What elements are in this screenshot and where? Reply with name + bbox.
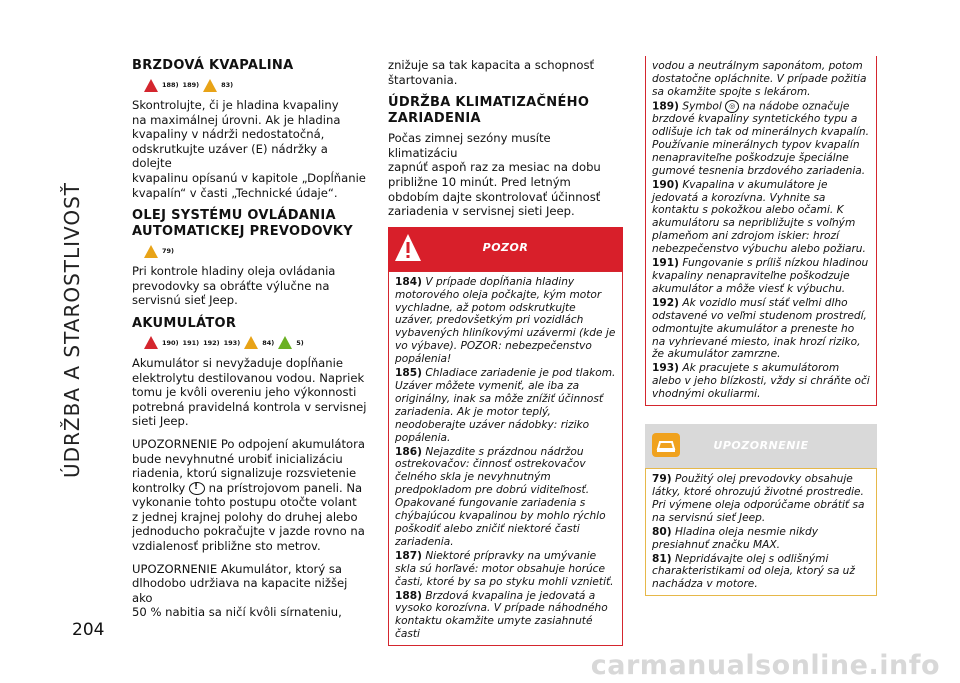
- warning-item: [652, 297, 870, 362]
- paragraph: Skontrolujte, či je hladina kvapaliny na maximálnej úrovni. Ak je hladina kvapaliny v nádrži nedostatočná, odskrutkujte uzáver (E) nádržky a dolejte kvapalinu opísanú v kapitole „Dopĺňanie kvapalín“ v časti „Technické údaje“.: [132, 98, 366, 200]
- heading-brake-fluid: BRZDOVÁ KVAPALINA: [132, 58, 294, 73]
- heading-ac-maintenance: ÚDRŽBA KLIMATIZAČNÉHO ZARIADENIA: [388, 95, 590, 127]
- paragraph: UPOZORNENIE Akumulátor, ktorý sa dlhodobo udržiava na kapacite nižšej ako 50 % nabitia sa ničí kvôli sírnateniu,: [132, 561, 348, 620]
- item-number: 193): [652, 362, 679, 375]
- text: UPOZORNENIE Po odpojení akumulátora bude nevyhnutné urobiť inicializáciu riadenia, ktorú signalizuje rozsvietenie kontrolky: [132, 436, 365, 495]
- warning-banner: [388, 227, 623, 271]
- notice-title: UPOZORNENIE: [713, 438, 809, 452]
- item-text: Niektoré prípravky na umývanie skla sú horľavé: motor obsahuje horúce časti, ktoré by sa po styku mohli vznietiť.: [395, 549, 614, 588]
- item-text: Nejazdite s prázdnou nádržou ostrekovačov: činnosť ostrekovačov čelného skla je nevyhnutným predpokladom pre dobrú viditeľnosť. Opakované fungovanie zariadenia s chýbajúcou kvapalinou by mohlo rýchlo poškodiť alebo zničiť niektoré časti zariadenia.: [395, 445, 606, 548]
- item-number: 188): [395, 589, 422, 602]
- item-number: 191): [652, 257, 679, 270]
- item-number: 184): [395, 275, 422, 288]
- refs-transmission-oil: [144, 242, 367, 260]
- warning-triangle-icon: [394, 233, 422, 268]
- item-number: 81): [652, 552, 672, 565]
- synthetic-fluid-icon: ◎: [725, 100, 739, 113]
- item-number: 80): [652, 525, 672, 538]
- warning-box: [388, 271, 623, 646]
- ref[interactable]: 192): [203, 338, 220, 347]
- warning-item-continued: vodou a neutrálnym saponátom, potom dostatočne opláchnite. V prípade požitia sa okamžite spojte s lekárom.: [652, 60, 867, 98]
- item-text: Hladina oleja nesmie nikdy presiahnuť značku MAX.: [652, 525, 819, 551]
- environment-triangle-icon: [278, 336, 292, 349]
- item-number: 189): [652, 100, 679, 113]
- warning-item: [652, 362, 870, 401]
- notice-item: [652, 553, 870, 592]
- caution-triangle-icon: [244, 336, 258, 349]
- text: na prístrojovom paneli. Na vykonanie tohto postupu otočte volant z jednej krajnej polohy do druhej alebo jednoducho pokračujte v jazde rovno na vzdialenosť približne sto metrov.: [132, 480, 365, 554]
- warning-box-continued: [645, 56, 877, 406]
- notice-item: [652, 473, 870, 525]
- column-2: [388, 58, 623, 646]
- notice-banner: [645, 424, 877, 468]
- item-number: 190): [652, 178, 679, 191]
- refs-brake-fluid: [144, 76, 367, 94]
- ref[interactable]: 5): [296, 338, 304, 347]
- warning-item: [395, 276, 616, 366]
- item-number: 79): [652, 473, 672, 486]
- refs-battery: [144, 334, 367, 352]
- item-text: Ak pracujete s akumulátorom alebo v jeho blízkosti, vždy si chráňte oči vhodnými okuliarmi.: [652, 362, 870, 401]
- warning-triangle-icon: [144, 79, 158, 92]
- warning-title: POZOR: [482, 241, 529, 255]
- item-number: 187): [395, 549, 422, 562]
- paragraph: [132, 437, 367, 554]
- notice-box: [645, 468, 877, 596]
- item-text: Fungovanie s príliš nízkou hladinou kvapaliny nenapraviteľne poškodzuje akumulátor a môže viesť k výbuchu.: [652, 257, 869, 295]
- item-text: Kvapalina v akumulátore je jedovatá a korozívna. Vyhnite sa kontaktu s pokožkou alebo očami. K akumulátoru sa nepribližujte s voľným plameňom ani zdrojom iskier: hrozí nebezpečenstvo výbuchu alebo požiaru.: [652, 178, 866, 256]
- paragraph: Počas zimnej sezóny musíte klimatizáciu zapnúť aspoň raz za mesiac na dobu približne 10 minút. Pred letným obdobím dajte skontrolovať účinnosť zariadenia v servisnej sieti Jeep.: [388, 131, 601, 219]
- warning-item: [395, 446, 616, 549]
- watermark: carmanualsonline.info: [590, 650, 940, 681]
- page-number: 204: [72, 620, 105, 640]
- ref[interactable]: 189): [182, 80, 200, 89]
- warning-triangle-icon: [144, 336, 158, 349]
- car-notice-icon: [651, 430, 681, 465]
- paragraph: Akumulátor si nevyžaduje dopĺňanie elektrolytu destilovanou vodou. Napriek tomu je kvôli overeniu jeho výkonnosti potrebná pravidelná kontrola v servisnej sieti Jeep.: [132, 355, 367, 429]
- notice-item: [652, 526, 870, 552]
- item-text: Chladiace zariadenie je pod tlakom. Uzáver môžete vymeniť, ale iba za originálny, inak sa môže znížiť účinnosť zariadenia. Ak je motor teplý, neodoberajte uzáver nádobky: riziko popálenia.: [395, 367, 616, 444]
- item-text: Použitý olej prevodovky obsahuje látky, ktoré ohrozujú životné prostredie. Pri výmene oleja odporúčame obrátiť sa na servisnú sieť Jeep.: [652, 473, 865, 524]
- item-number: 185): [395, 367, 422, 380]
- item-text: V prípade dopĺňania hladiny motorového oleja počkajte, kým motor vychladne, až potom odskrutkujte uzáver, predovšetkým pri vozidlách vybavených hliníkovými uzávermi (kde je vo výbave). POZOR: nebezpečenstvo popálenia!: [395, 275, 616, 366]
- warning-item: [395, 590, 616, 642]
- column-1: [132, 58, 367, 628]
- item-number: 192): [652, 296, 679, 309]
- ref[interactable]: 193): [223, 338, 241, 347]
- ref[interactable]: 191): [182, 338, 200, 347]
- warning-item: [652, 179, 870, 256]
- column-3: [645, 56, 877, 596]
- warning-item: [652, 257, 870, 296]
- caution-triangle-icon: [203, 79, 217, 92]
- item-text: na nádobe označuje brzdové kvapaliny syntetického typu a odlišuje ich tak od minerálnych kvapalín. Používanie minerálnych typov kvapalín nenapraviteľne poškodzuje špeciálne gumové tesnenia brzdového zariadenia.: [652, 100, 869, 177]
- item-text: Ak vozidlo musí stáť veľmi dlho odstavené vo veľmi studenom prostredí, odmontujte akumulátor a preneste ho na vyhrievané miesto, inak hrozí riziko, že akumulátor zamrzne.: [652, 296, 867, 361]
- ref[interactable]: 190): [162, 338, 179, 347]
- paragraph: Pri kontrole hladiny oleja ovládania prevodovky sa obráťte výlučne na servisnú sieť Jeep.: [132, 264, 336, 308]
- item-text: Brzdová kvapalina je jedovatá a vysoko korozívna. V prípade náhodného kontaktu okamžite umyte zasiahnuté časti: [395, 589, 608, 641]
- item-text: Nepridávajte olej s odlišnými charakteristikami od oleja, ktorý sa už nachádza v motore.: [652, 552, 855, 591]
- ref[interactable]: 84): [262, 338, 275, 347]
- warning-item: [652, 100, 870, 178]
- heading-battery: AKUMULÁTOR: [132, 315, 237, 331]
- item-number: 186): [395, 445, 422, 458]
- ref[interactable]: 188): [162, 80, 179, 89]
- ref[interactable]: 79): [162, 246, 175, 255]
- paragraph: znižuje sa tak kapacita a schopnosť štartovania.: [388, 58, 595, 87]
- steering-warning-icon: [189, 482, 205, 495]
- warning-item: [395, 550, 616, 589]
- chapter-title: ÚDRŽBA A STAROSTLIVOSŤ: [60, 181, 84, 479]
- item-text: Symbol: [682, 100, 722, 113]
- heading-transmission-oil: OLEJ SYSTÉMU OVLÁDANIA AUTOMATICKEJ PREVODOVKY: [132, 208, 353, 240]
- ref[interactable]: 83): [221, 80, 234, 89]
- warning-item: [395, 367, 616, 444]
- caution-triangle-icon: [144, 245, 158, 258]
